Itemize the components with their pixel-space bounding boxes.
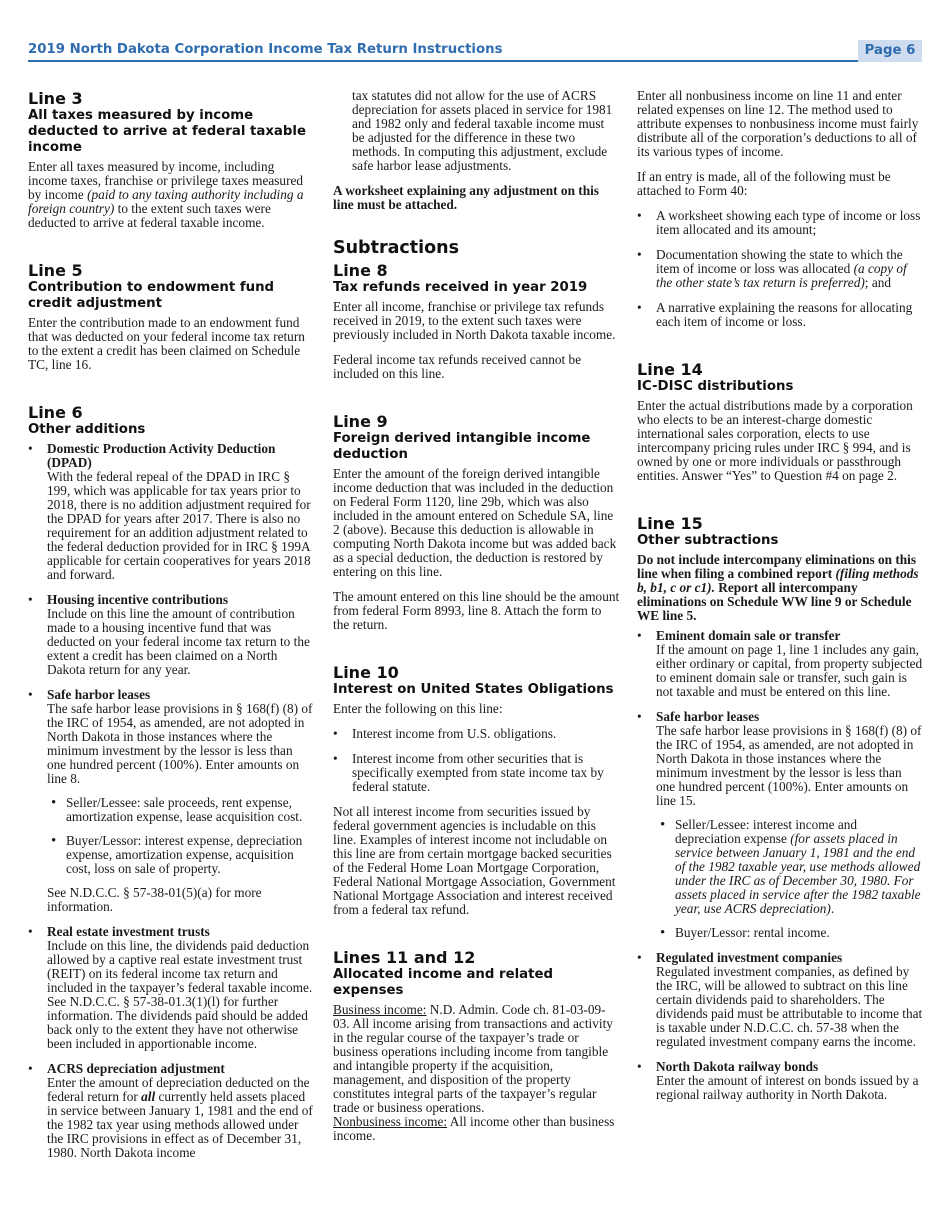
- attach-paragraph: If an entry is made, all of the following must be attached to Form 40:: [637, 169, 891, 198]
- line9-paragraph-1: Enter the amount of the foreign derived intangible income deduction that was included in the deduction on Federal Form 1120, line 29b, which was also included in the amount entered on Schedule SA, line 2 (above). Because this deduction is allowable in computing North Dakota income but was added back as a special deduction, the deduction is restored by entering on this line.: [333, 466, 617, 579]
- list-item-worksheet: • A worksheet showing each type of income or loss item allocated and its amount;: [637, 209, 923, 237]
- line3-subheading: All taxes measured by income deducted to arrive at federal taxable income: [28, 108, 306, 155]
- line11-heading: Lines 11 and 12: [333, 948, 476, 967]
- list-item-seller-lessee: • Seller/Lessee: interest income and depreciation expense (for assets placed in service between January 1, 1981 and the end of the 1982 taxable year, use methods allowed under the IRC as of December 30, 1980. For assets placed in service after the 1982 taxable year, use ACRS depreciation).: [656, 818, 923, 916]
- line15-heading: Line 15: [637, 514, 703, 533]
- line6-subheading: Other additions: [28, 422, 146, 437]
- line15-list: [637, 629, 923, 1102]
- line8-paragraph-1: Enter all income, franchise or privilege tax refunds received in 2019, to the extent such taxes were previously included in North Dakota taxable income.: [333, 299, 616, 342]
- line15-subheading: Other subtractions: [637, 533, 779, 548]
- list-item-railway-bonds: • North Dakota railway bonds Enter the amount of interest on bonds issued by a regional railway authority in North Dakota.: [637, 1060, 923, 1102]
- line10-subheading: Interest on United States Obligations: [333, 682, 614, 697]
- line14-paragraph: Enter the actual distributions made by a corporation who elects to be an interest-charge domestic international sales corporation, elects to use intercompany pricing rules under IRC § 994, and is owned by one or more individuals or passthrough entities. Answer “Yes” to Question #4 on page 2.: [637, 398, 913, 483]
- document-title: 2019 North Dakota Corporation Income Tax Return Instructions: [28, 42, 503, 57]
- line8-subheading: Tax refunds received in year 2019: [333, 280, 588, 295]
- list-item-seller-lessee: • Seller/Lessee: sale proceeds, rent expense, amortization expense, lease acquisition cost.: [47, 796, 314, 824]
- line10-heading: Line 10: [333, 663, 399, 682]
- list-item-documentation: • Documentation showing the state to which the item of income or loss was allocated (a copy of the other state’s tax return is preferred); and: [637, 248, 923, 290]
- line11-subheading: Allocated income and related expenses: [333, 967, 554, 998]
- line10-paragraph-1: Enter the following on this line:: [333, 701, 503, 716]
- list-item-housing: • Housing incentive contributions Include on this line the amount of contribution made to a housing incentive fund that was deducted on your federal income tax return to the extent a credit has been claimed on a North Dakota return for any year.: [28, 593, 314, 677]
- line9-subheading: Foreign derived intangible income deduction: [333, 431, 591, 462]
- nonbusiness-paragraph: Enter all nonbusiness income on line 11 and enter related expenses on line 12. The method used to attribute expenses to nonbusiness income must fairly distribute all of the corporation’s deductions to all of its various types of income.: [637, 88, 919, 159]
- safe-harbor-sublist: [47, 796, 314, 876]
- page-number-badge: Page 6: [858, 40, 922, 62]
- line5-paragraph: Enter the contribution made to an endowment fund that was deducted on your federal income tax return to the extent a credit has been claimed on Schedule TC, line 16.: [28, 315, 305, 372]
- column-middle: [333, 89, 620, 1154]
- list-item-reit: • Real estate investment trusts Include on this line, the dividends paid deduction allowed by a captive real estate investment trust (REIT) on its federal income tax return and included in the taxpayer’s federal taxable income. See N.D.C.C. § 57-38-01.3(1)(l) for further information. The dividends paid should be added back only to the extent they have not otherwise been included in apportionable income.: [28, 925, 314, 1051]
- line10-list: [333, 727, 620, 794]
- line9-heading: Line 9: [333, 412, 388, 431]
- line14-heading: Line 14: [637, 360, 703, 379]
- line8-heading: Line 8: [333, 261, 388, 280]
- list-item-buyer-lessor: • Buyer/Lessor: interest expense, depreciation expense, amortization expense, acquisition cost, loss on sale of property.: [47, 834, 314, 876]
- list-item-buyer-lessor: • Buyer/Lessor: rental income.: [656, 926, 923, 940]
- line3-heading: Line 3: [28, 89, 83, 108]
- line10-paragraph-2: Not all interest income from securities issued by federal government agencies is includable on this line. Examples of interest income not includable on this line are from certain mortgage backed securities of the Federal Home Loan Mortgage Corporation, Federal National Mortgage Association, Government National Mortgage Association and interest received from a federal tax refund.: [333, 804, 616, 917]
- subtractions-heading: Subtractions: [333, 238, 460, 258]
- acrs-continued: tax statutes did not allow for the use of ACRS depreciation for assets placed in service for 1981 and 1982 only and federal taxable income must be adjusted for the difference in these two methods. In computing this adjustment, exclude safe harbor lease adjustments.: [352, 88, 613, 173]
- list-item-safe-harbor: • Safe harbor leases The safe harbor lease provisions in § 168(f) (8) of the IRC of 1954, as amended, are not adopted in North Dakota in those instances where the minimum investment by the lessor is less than one hundred percent (100%). Enter amounts on line 15. • Seller/Lessee: interest income and depreciation expense (for assets placed in service between January 1, 1981 and the end of the 1982 taxable year, use methods allowed under the IRC as of December 30, 1980. For assets placed in service after the 1982 taxable year, use ACRS depreciation). • Buyer/Lessor: rental income.: [637, 710, 923, 940]
- header-rule: [28, 60, 858, 62]
- list-item-safe-harbor: • Safe harbor leases The safe harbor lease provisions in § 168(f) (8) of the IRC of 1954, as amended, are not adopted in North Dakota in those instances where the minimum investment by the lessor is less than one hundred percent (100%). Enter amounts on line 8. • Seller/Lessee: sale proceeds, rent expense, amortization expense, lease acquisition cost. • Buyer/Lessor: interest expense, depreciation expense, amortization expense, acquisition cost, loss on sale of property. See N.D.C.C. § 57-38-01(5)(a) for more information.: [28, 688, 314, 914]
- line5-subheading: Contribution to endowment fund credit adjustment: [28, 280, 275, 311]
- column-right: [637, 89, 923, 1113]
- column-left: [28, 89, 314, 1171]
- line6-list: [28, 442, 314, 1160]
- line6-heading: Line 6: [28, 403, 83, 422]
- line9-paragraph-2: The amount entered on this line should be the amount from federal Form 8993, line 8. Attach the form to the return.: [333, 589, 620, 632]
- line14-subheading: IC-DISC distributions: [637, 379, 794, 394]
- line8-paragraph-2: Federal income tax refunds received cannot be included on this line.: [333, 352, 582, 381]
- list-item-us-obligations: • Interest income from U.S. obligations.: [333, 727, 620, 741]
- attachment-list: [637, 209, 923, 329]
- list-item-narrative: • A narrative explaining the reasons for allocating each item of income or loss.: [637, 301, 923, 329]
- list-item-acrs: • ACRS depreciation adjustment Enter the amount of depreciation deducted on the federal return for all currently held assets placed in service between January 1, 1981 and the end of the 1982 tax year using methods allowed under the IRC provisions in effect as of December 31, 1980. North Dakota income: [28, 1062, 314, 1160]
- line3-paragraph: Enter all taxes measured by income, including income taxes, franchise or privilege taxes measured by income (paid to any taxing authority including a foreign country) to the extent such taxes were deducted to arrive at federal taxable income.: [28, 159, 304, 230]
- safe-harbor-sublist: [656, 818, 923, 940]
- business-income-paragraph: Business income: N.D. Admin. Code ch. 81-03-09-03. All income arising from transactions and activity in the regular course of the taxpayer’s trade or business operations including income from tangible and intangible property if the acquisition, management, and disposition of the property constitutes integral parts of the taxpayer’s regular trade or business operations.: [333, 1002, 613, 1115]
- list-item-other-securities: • Interest income from other securities that is specifically exempted from state income tax by federal statute.: [333, 752, 620, 794]
- list-item-regulated-investment: • Regulated investment companies Regulated investment companies, as defined by the IRC, will be allowed to subtract on this line certain dividends paid to shareholders. The dividends paid must be attributable to income that is taxable under N.D.C.C. ch. 57-38 when the regulated investment company earns the income.: [637, 951, 923, 1049]
- line15-warning: Do not include intercompany eliminations on this line when filing a combined report (filing methods b, b1, c or c1). Report all intercompany eliminations on Schedule WW line 9 or Schedule WE line 5.: [637, 552, 919, 623]
- nonbusiness-income-paragraph: Nonbusiness income: All income other than business income.: [333, 1114, 615, 1143]
- list-item-eminent-domain: • Eminent domain sale or transfer If the amount on page 1, line 1 includes any gain, either ordinary or capital, from property subjected to eminent domain sale or transfer, such gain is not taxable and must be entered on this line.: [637, 629, 923, 699]
- page-header: [28, 40, 922, 62]
- list-item-dpad: • Domestic Production Activity Deduction (DPAD) With the federal repeal of the DPAD in IRC § 199, which was applicable for tax years prior to 2018, there is no addition adjustment required for the DPAD for years after 2017. There is also no requirement for an addition adjustment related to the federal deduction provided for in IRC § 199A applicable for certain cooperatives for years 2018 and forward.: [28, 442, 314, 582]
- line5-heading: Line 5: [28, 261, 83, 280]
- worksheet-note: A worksheet explaining any adjustment on this line must be attached.: [333, 183, 599, 212]
- safe-harbor-see: See N.D.C.C. § 57-38-01(5)(a) for more information.: [47, 885, 262, 914]
